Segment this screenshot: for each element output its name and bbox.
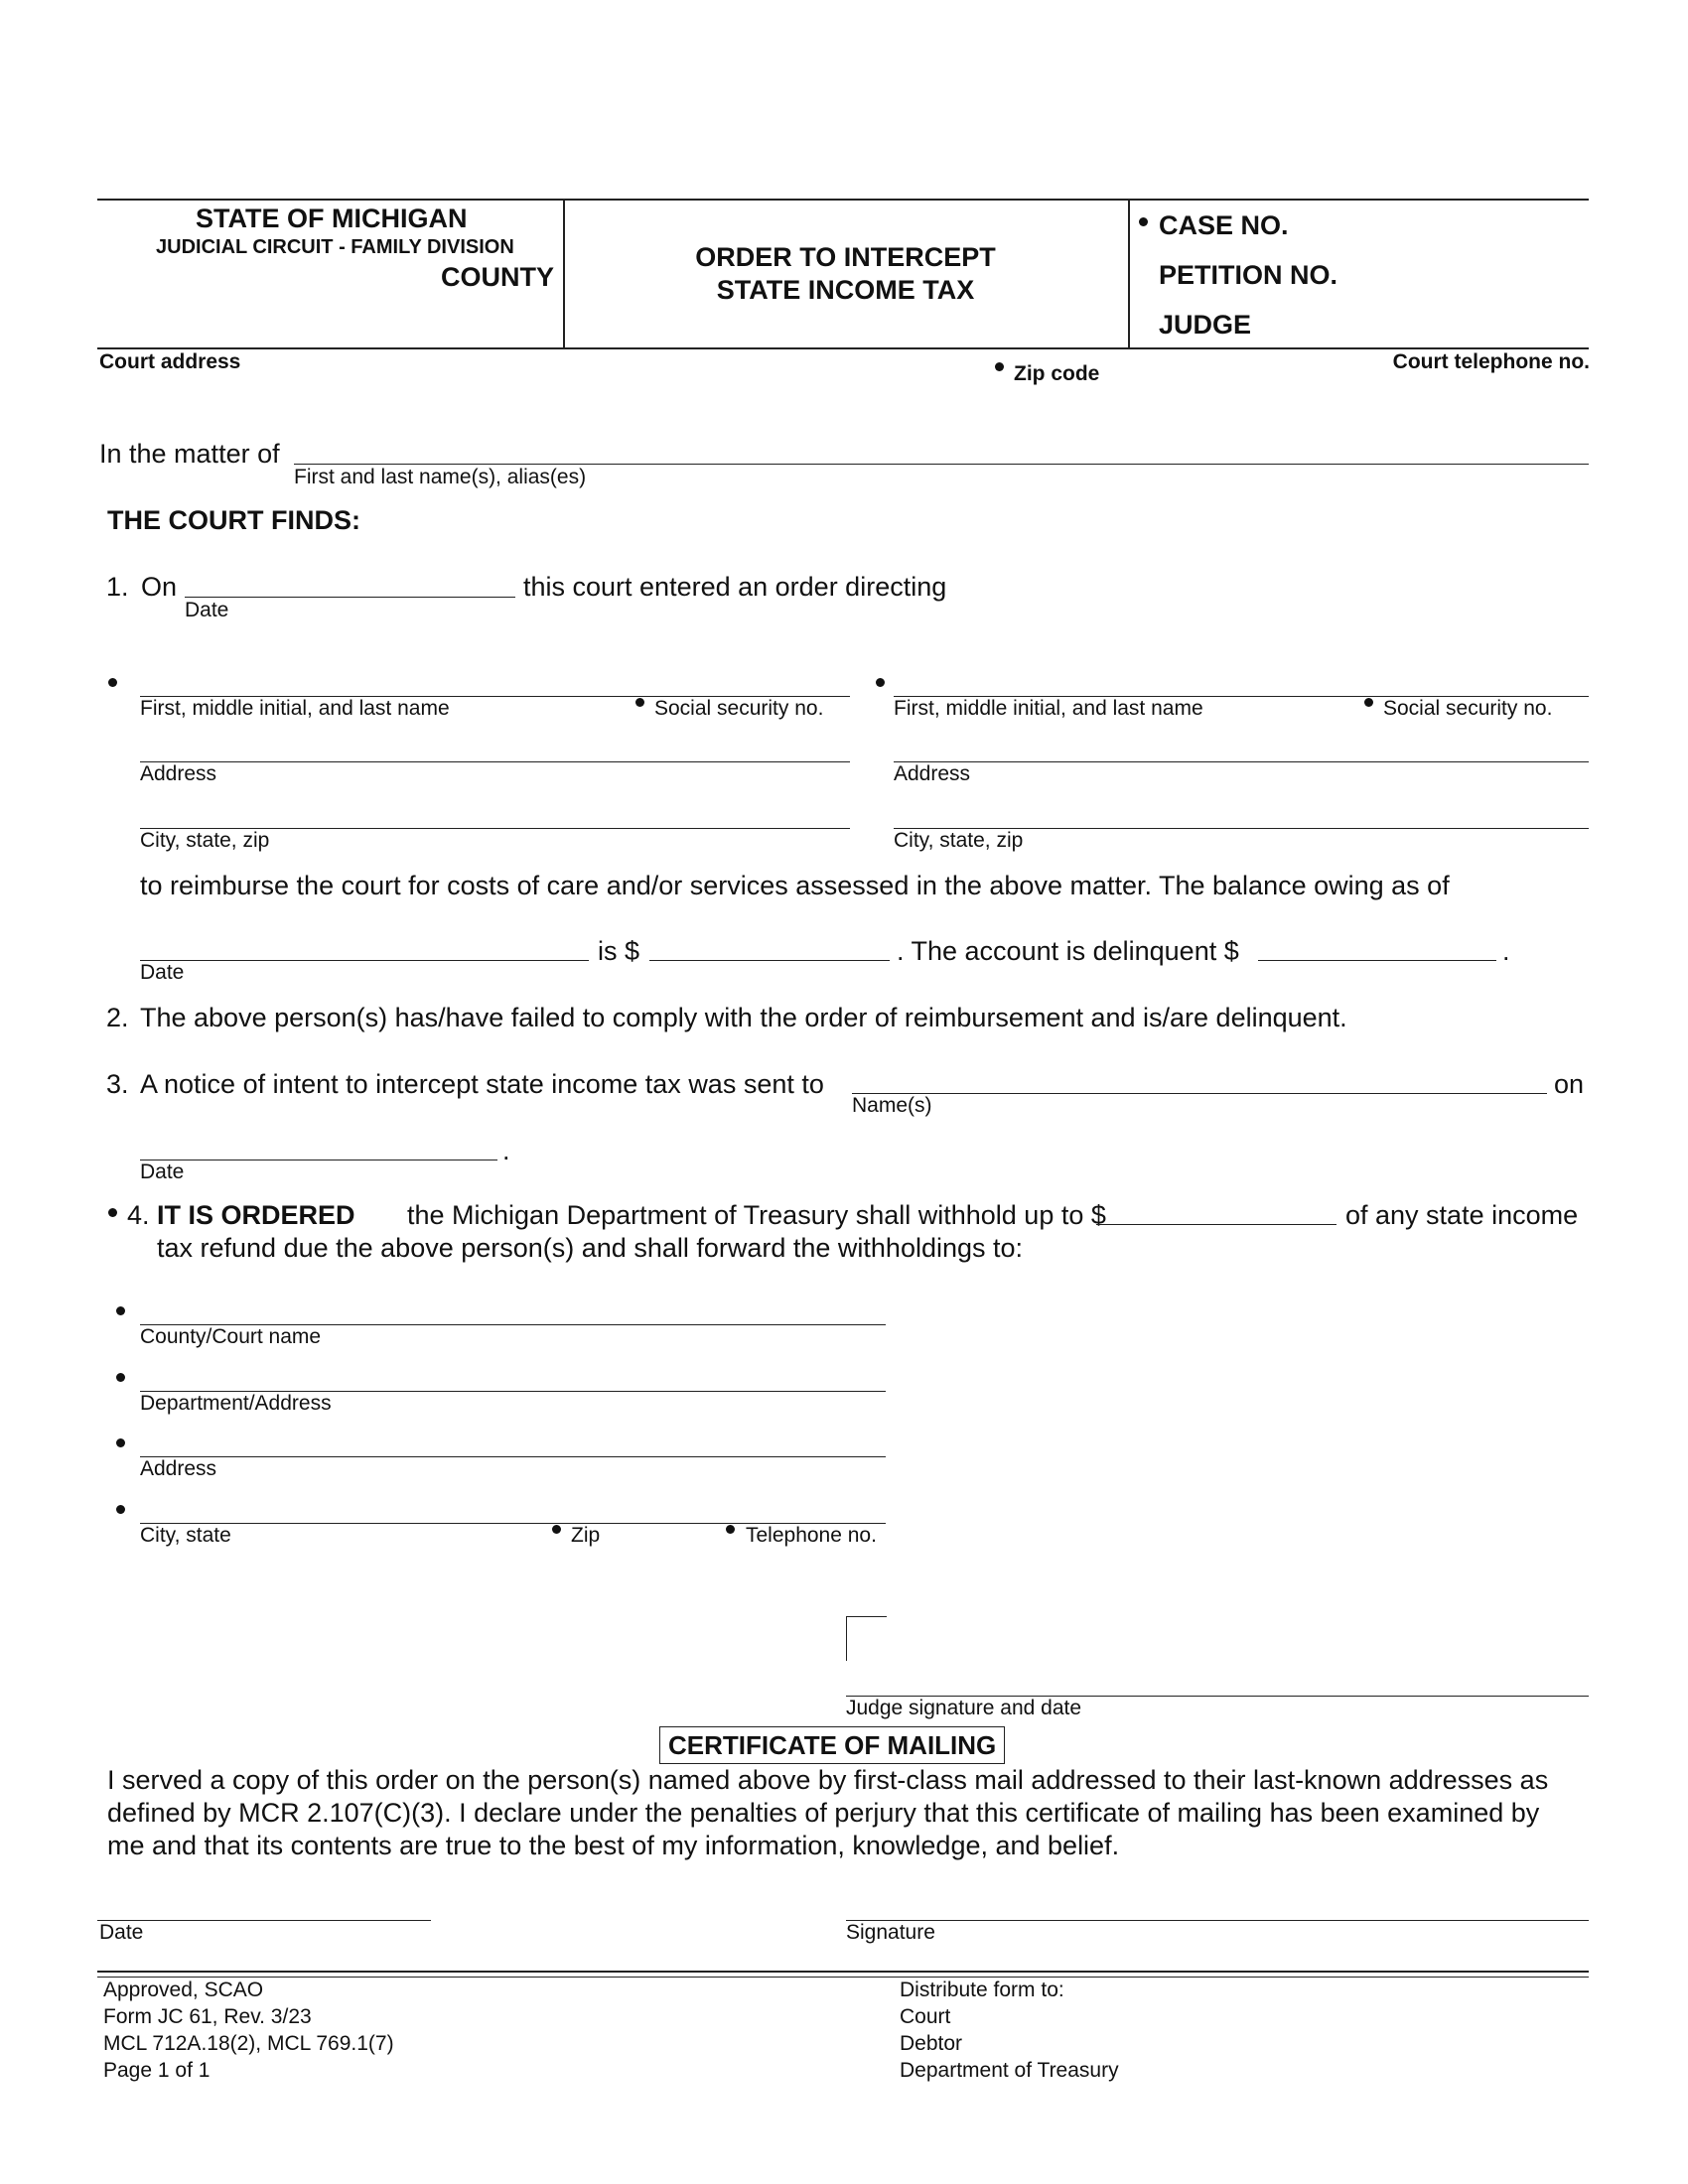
certificate-line1: I served a copy of this order on the person(s) named above by first-class mail addressed to their last-known addresses as xyxy=(107,1765,1549,1795)
person1-name-bullet xyxy=(108,678,117,687)
footer-mcl: MCL 712A.18(2), MCL 769.1(7) xyxy=(103,2032,394,2055)
person1-city-label: City, state, zip xyxy=(140,829,270,852)
order-telephone-bullet xyxy=(726,1525,735,1534)
matter-label: In the matter of xyxy=(99,439,280,469)
footer-dist-court: Court xyxy=(900,2005,951,2028)
order-zip-label: Zip xyxy=(571,1524,601,1547)
header-divider-right xyxy=(1128,199,1130,347)
judge-label: JUDGE xyxy=(1159,310,1252,340)
delinquent-amount-line[interactable] xyxy=(1258,960,1496,961)
person2-name-bullet xyxy=(876,678,885,687)
circuit-label: JUDICIAL CIRCUIT - FAMILY DIVISION xyxy=(156,236,514,258)
order-amount-line[interactable] xyxy=(1096,1224,1336,1225)
person1-address-label: Address xyxy=(140,762,217,785)
item2-number: 2. xyxy=(106,1003,129,1032)
footer-distribute: Distribute form to: xyxy=(900,1979,1064,2001)
person2-ssn-label: Social security no. xyxy=(1383,697,1553,720)
person2-ssn-bullet xyxy=(1364,698,1373,707)
item3-names-label: Name(s) xyxy=(852,1094,932,1117)
judge-signature-label: Judge signature and date xyxy=(846,1697,1082,1719)
certificate-date-line[interactable] xyxy=(97,1920,431,1921)
certificate-signature-line[interactable] xyxy=(846,1920,1589,1921)
header-bottom-rule xyxy=(97,347,1589,349)
court-address-label: Court address xyxy=(99,350,241,373)
person1-ssn-label: Social security no. xyxy=(654,697,824,720)
county-label: COUNTY xyxy=(441,262,554,292)
delinquent-period: . xyxy=(1502,936,1510,966)
petition-no-label: PETITION NO. xyxy=(1159,260,1338,290)
court-telephone-label: Court telephone no. xyxy=(1392,350,1590,373)
county-court-label: County/Court name xyxy=(140,1325,322,1348)
certificate-title: CERTIFICATE OF MAILING xyxy=(659,1726,1005,1764)
person1-ssn-bullet xyxy=(635,698,644,707)
item1-date-label: Date xyxy=(185,599,229,621)
person1-name-label: First, middle initial, and last name xyxy=(140,697,450,720)
order-number: 4. xyxy=(127,1200,150,1230)
footer-rule-top xyxy=(97,1971,1589,1973)
order-address-label: Address xyxy=(140,1457,217,1480)
footer-dist-debtor: Debtor xyxy=(900,2032,963,2055)
footer-form: Form JC 61, Rev. 3/23 xyxy=(103,2005,312,2028)
order-text-part1: the Michigan Department of Treasury shall withhold up to $ xyxy=(407,1200,1106,1230)
person2-address-line[interactable] xyxy=(894,761,1589,762)
order-address-line[interactable] xyxy=(140,1456,886,1457)
certificate-line3: me and that its contents are true to the best of my information, knowledge, and belief. xyxy=(107,1831,1120,1860)
court-finds-heading: THE COURT FINDS: xyxy=(107,505,360,535)
item3-number: 3. xyxy=(106,1069,129,1099)
judge-signature-corner xyxy=(846,1616,887,1661)
footer-dist-treasury: Department of Treasury xyxy=(900,2059,1119,2082)
item3-on: on xyxy=(1554,1069,1585,1099)
certificate-date-label: Date xyxy=(99,1921,144,1944)
footer-rule-bottom xyxy=(97,1977,1589,1978)
balance-date-label: Date xyxy=(140,961,185,984)
item3-text: A notice of intent to intercept state income tax was sent to xyxy=(140,1069,824,1099)
item1-text: this court entered an order directing xyxy=(523,572,947,602)
order-bullet xyxy=(108,1208,117,1217)
case-no-bullet xyxy=(1139,217,1148,226)
item1-date-line[interactable] xyxy=(185,597,515,598)
certificate-signature-label: Signature xyxy=(846,1921,935,1944)
department-bullet xyxy=(116,1373,125,1382)
balance-amount-line[interactable] xyxy=(649,960,890,961)
delinquent-text: . The account is delinquent $ xyxy=(897,936,1239,966)
balance-is-dollar: is $ xyxy=(598,936,640,966)
person1-address-line[interactable] xyxy=(140,761,850,762)
order-text-line2: tax refund due the above person(s) and shall forward the withholdings to: xyxy=(157,1233,1024,1263)
city-state-label: City, state xyxy=(140,1524,231,1547)
item1-number: 1. xyxy=(106,572,129,602)
item3-date-label: Date xyxy=(140,1160,185,1183)
county-court-bullet xyxy=(116,1306,125,1315)
item2-text: The above person(s) has/have failed to comply with the order of reimbursement and is/are delinquent. xyxy=(140,1003,1347,1032)
person2-city-label: City, state, zip xyxy=(894,829,1024,852)
footer-approved: Approved, SCAO xyxy=(103,1979,264,2001)
department-label: Department/Address xyxy=(140,1392,332,1415)
header-top-rule xyxy=(97,199,1589,201)
person2-address-label: Address xyxy=(894,762,971,785)
form-title-line1: ORDER TO INTERCEPT xyxy=(695,242,996,272)
order-telephone-label: Telephone no. xyxy=(746,1524,877,1547)
zip-code-bullet xyxy=(995,362,1004,371)
footer-page: Page 1 of 1 xyxy=(103,2059,211,2082)
order-zip-bullet xyxy=(552,1525,561,1534)
matter-name-line[interactable] xyxy=(294,464,1589,465)
item1-on: On xyxy=(141,572,178,602)
matter-name-sublabel: First and last name(s), alias(es) xyxy=(294,466,587,488)
city-state-bullet xyxy=(116,1505,125,1514)
order-ordered-bold: IT IS ORDERED xyxy=(157,1200,355,1230)
zip-code-label: Zip code xyxy=(1014,362,1100,385)
state-name: STATE OF MICHIGAN xyxy=(196,204,468,233)
case-no-label: CASE NO. xyxy=(1159,210,1289,240)
order-text-part2: of any state income xyxy=(1345,1200,1579,1230)
header-divider-left xyxy=(563,199,565,347)
order-address-bullet xyxy=(116,1438,125,1447)
balance-date-line[interactable] xyxy=(140,960,589,961)
certificate-line2: defined by MCR 2.107(C)(3). I declare under the penalties of perjury that this certificate of mailing has been examined by xyxy=(107,1798,1540,1828)
form-title-line2: STATE INCOME TAX xyxy=(716,275,975,305)
item3-period: . xyxy=(502,1136,510,1165)
person2-name-label: First, middle initial, and last name xyxy=(894,697,1203,720)
reimburse-text: to reimburse the court for costs of care and/or services assessed in the above matter. The balance owing as of xyxy=(140,871,1450,900)
item3-names-line[interactable] xyxy=(852,1093,1547,1094)
